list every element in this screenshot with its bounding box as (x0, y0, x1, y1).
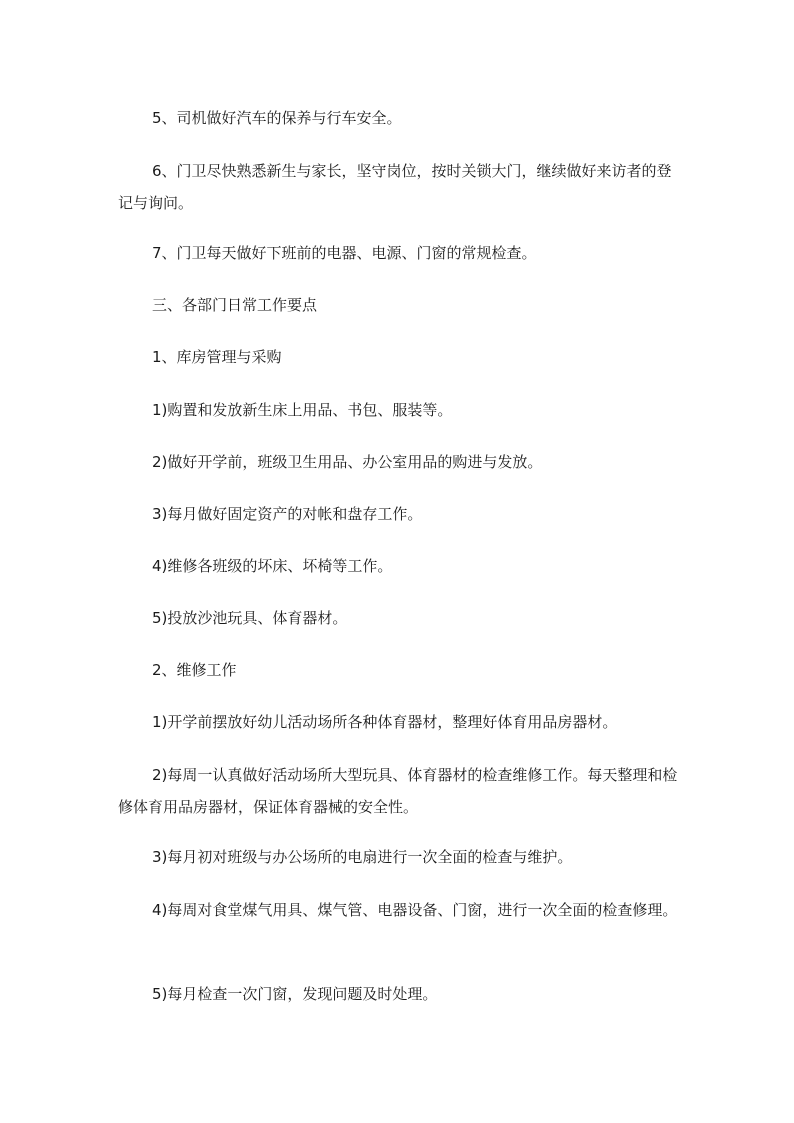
list-item-warehouse-4: 4)维修各班级的坏床、坏椅等工作。 (152, 557, 393, 575)
list-item-maintenance-1: 1)开学前摆放好幼儿活动场所各种体育器材，整理好体育用品房器材。 (152, 713, 618, 731)
list-item-maintenance-5: 5)每月检查一次门窗，发现问题及时处理。 (152, 985, 438, 1003)
list-item-warehouse-5: 5)投放沙池玩具、体育器材。 (152, 609, 348, 627)
list-item-maintenance-2: 2)每周一认真做好活动场所大型玩具、体育器材的检查维修工作。每天整理和检修体育用品房器材，保证体育器械的安全性。 (118, 766, 678, 816)
paragraph-guard-inspection: 7、门卫每天做好下班前的电器、电源、门窗的常规检查。 (152, 244, 537, 262)
list-item-warehouse-2: 2)做好开学前，班级卫生用品、办公室用品的购进与发放。 (152, 453, 543, 471)
list-item-maintenance-4: 4)每周对食堂煤气用具、煤气管、电器设备、门窗，进行一次全面的检查修理。 (152, 901, 678, 919)
subheading-maintenance: 2、维修工作 (152, 661, 237, 679)
subheading-warehouse: 1、库房管理与采购 (152, 348, 282, 366)
list-item-warehouse-1: 1)购置和发放新生床上用品、书包、服装等。 (152, 401, 453, 419)
section-heading-daily-work: 三、各部门日常工作要点 (152, 296, 318, 314)
paragraph-guard-visitors: 6、门卫尽快熟悉新生与家长，坚守岗位，按时关锁大门，继续做好来访者的登记与询问。 (118, 162, 672, 212)
list-item-warehouse-3: 3)每月做好固定资产的对帐和盘存工作。 (152, 505, 423, 523)
list-item-maintenance-3: 3)每月初对班级与办公场所的电扇进行一次全面的检查与维护。 (152, 848, 573, 866)
paragraph-driver-safety: 5、司机做好汽车的保养与行车安全。 (152, 109, 402, 127)
